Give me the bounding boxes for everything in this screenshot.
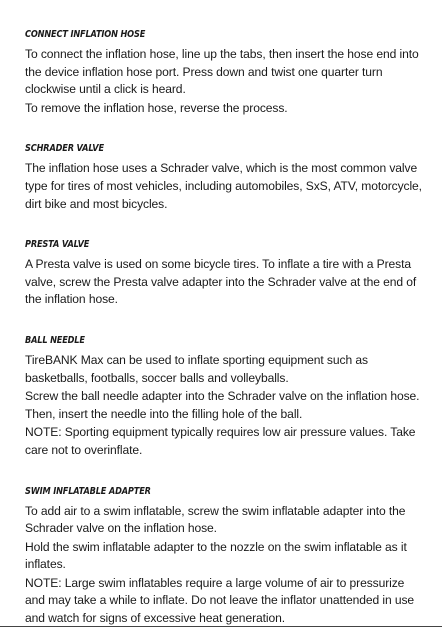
section-paragraph: Hold the swim inflatable adapter to the nozzle on the swim inflatable as it inflates. [25,539,407,572]
section-swim-inflatable-adapter [25,485,425,628]
section-paragraph: To connect the inflation hose, line up the tabs, then insert the hose end into the device inflation hose port. Press down and twist one quarter turn clockwise until a click is heard. [25,47,419,97]
section-paragraph: To remove the inflation hose, reverse the process. [25,100,288,115]
section-paragraph: Screw the ball needle adapter into the Schrader valve on the inflation hose. Then, insert the needle into the filling hole of the ball. [25,389,420,421]
section-paragraph: TireBANK Max can be used to inflate sporting equipment such as basketballs, footballs, soccer balls and volleyballs. [25,352,368,385]
section-ball-needle [25,334,425,460]
bottom-divider [0,626,442,627]
manual-page [25,28,425,628]
note-text: Sporting equipment typically requires low air pressure values. Take care not to overinflate. [25,425,416,457]
section-connect-inflation-hose [25,28,425,117]
note-paragraph [25,575,425,628]
section-heading: SCHRADER VALVE [25,143,104,155]
section-paragraph: The inflation hose uses a Schrader valve, which is the most common valve type for tires of most vehicles, including automobiles, SxS, ATV, motorcycle, dirt bike and most bicycles. [25,161,422,211]
section-heading: CONNECT INFLATION HOSE [25,29,146,40]
section-heading: PRESTA VALVE [25,239,90,251]
section-paragraph: To add air to a swim inflatable, screw the swim inflatable adapter into the Schrader valve on the inflation hose. [25,503,406,536]
section-heading: BALL NEEDLE [25,334,85,346]
section-schrader-valve [25,142,425,213]
note-paragraph [25,424,425,459]
section-paragraph: A Presta valve is used on some bicycle tires. To inflate a tire with a Presta valve, screw the Presta valve adapter into the Schrader valve at the end of the inflation hose. [25,257,417,307]
section-presta-valve [25,238,425,309]
note-text: Large swim inflatables require a large volume of air to pressurize and may take a while to inflate. Do not leave the inflator unattended in use and watch for signs of excessive heat generation. [25,575,415,626]
note-label: NOTE: [25,425,62,440]
note-label: NOTE: [25,575,62,590]
section-heading: SWIM INFLATABLE ADAPTER [25,485,151,497]
